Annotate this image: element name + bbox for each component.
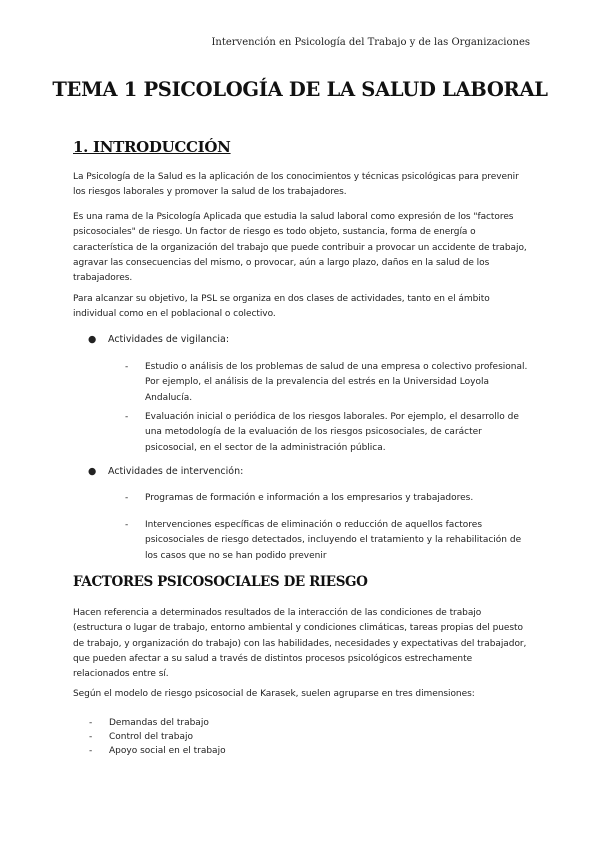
text-line: psicosociales de riesgo detectados, incluyendo el tratamiento y la rehabilitación de [145,535,522,546]
text-line: relacionados entre sí. [73,669,169,680]
text-line: individual como en el poblacional o colectivo. [73,309,276,320]
text-line: Por ejemplo, el análisis de la prevalencia del estrés en la Universidad Loyola [145,377,489,388]
factores-paragraph-1 [73,606,533,682]
text-line: Estudio o análisis de los problemas de salud de una empresa o colectivo profesional. [145,362,528,372]
text-line: psicosocial, en el sector de la administración pública. [145,442,386,453]
text-line: Hacen referencia a determinados resultados de la interacción de las condiciones de trabajo [73,608,482,618]
bullet-icon: ● [88,466,97,477]
text-line: (estructura o lugar de trabajo, entorno ambiental y condiciones climáticas, tareas propias del puesto [73,623,523,634]
text-line: una metodología de la evaluación de los riesgos psicosociales, de carácter [145,427,482,438]
dash-icon: - [125,412,129,422]
dash-icon: - [125,493,129,503]
text-line: Para alcanzar su objetivo, la PSL se organiza en dos clases de actividades, tanto en el ámbito [73,294,490,304]
text-line: Programas de formación e información a los empresarios y trabajadores. [145,493,474,503]
dash-icon: - [125,362,129,372]
text-line: psicosociales" de riesgo. Un factor de riesgo es todo objeto, sustancia, forma de energía o [73,227,476,238]
dash-icon: - [125,520,129,530]
bullet-label: Actividades de intervención: [108,466,244,477]
page-header: Intervención en Psicología del Trabajo y de las Organizaciones [211,37,530,48]
text-line: Andalucía. [145,392,193,403]
text-line: Evaluación inicial o periódica de los riesgos laborales. Por ejemplo, el desarrollo de [145,412,519,422]
list-item-label: Apoyo social en el trabajo [109,746,226,756]
dash-icon: - [89,732,93,742]
text-line: los casos que no se han podido prevenir [145,550,327,561]
dash-icon: - [89,718,93,728]
intro-paragraph-3 [73,292,533,323]
list-item-label: Control del trabajo [109,732,193,742]
document-title: TEMA 1 PSICOLOGÍA DE LA SALUD LABORAL [52,78,548,101]
intro-paragraph-1 [73,170,533,201]
text-line: La Psicología de la Salud es la aplicación de los conocimientos y técnicas psicológicas para prevenir [73,172,519,182]
section-heading-factores: FACTORES PSICOSOCIALES DE RIESGO [73,574,368,590]
text-line: característica de la organización del trabajo que puede contribuir a provocar un accidente de trabajo, [73,242,527,253]
bullet-label: Actividades de vigilancia: [108,334,230,345]
text-line: los riesgos laborales y promover la salud de los trabajadores. [73,187,347,198]
text-line: trabajadores. [73,273,133,284]
section-heading-introduccion: 1. INTRODUCCIÓN [73,138,231,156]
text-line: Es una rama de la Psicología Aplicada que estudia la salud laboral como expresión de los "factores [73,212,514,222]
list-item-label: Demandas del trabajo [109,718,209,728]
text-line: de trabajo, y organización do trabajo) con las habilidades, necesidades y expectativas del trabajador, [73,638,527,649]
text-line: que pueden afectar a su salud a través de distintos procesos psicológicos estrechamente [73,653,473,664]
bullet-icon: ● [88,334,97,345]
factores-paragraph-2 [73,687,533,702]
intro-paragraph-2 [73,210,533,286]
text-line: Según el modelo de riesgo psicosocial de Karasek, suelen agruparse en tres dimensiones: [73,689,475,699]
text-line: Intervenciones específicas de eliminación o reducción de aquellos factores [145,520,483,530]
dash-icon: - [89,746,93,756]
text-line: agravar las consecuencias del mismo, o provocar, aún a largo plazo, daños en la salud de los [73,257,490,268]
